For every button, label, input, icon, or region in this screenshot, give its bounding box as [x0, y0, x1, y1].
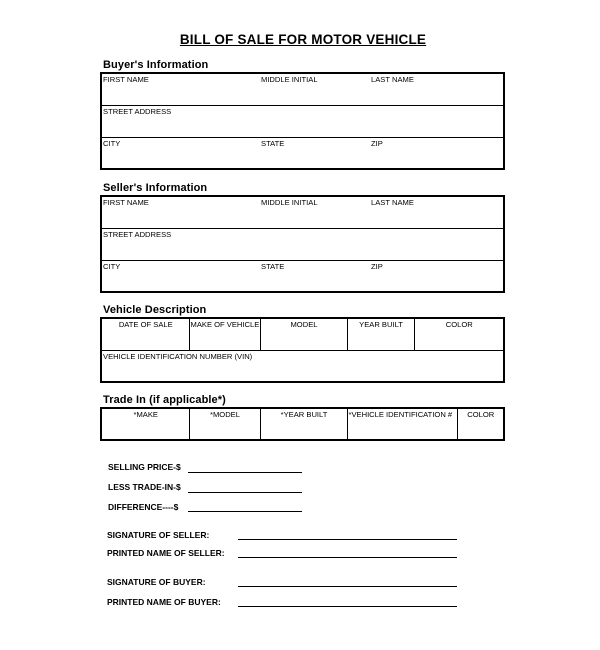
buyer-first-name-field[interactable]: [101, 73, 260, 105]
seller-heading: Seller's Information: [103, 182, 208, 194]
seller-name-row: [101, 196, 504, 228]
seller-signature-label: SIGNATURE OF SELLER:: [107, 530, 210, 540]
seller-middle-initial-field[interactable]: [260, 196, 370, 228]
buyer-middle-initial-label: MIDDLE INITIAL: [261, 75, 318, 84]
seller-address-row: [101, 228, 504, 260]
trade-in-year-built-label: *YEAR BUILT: [280, 410, 328, 419]
buyer-city-field[interactable]: [101, 137, 260, 169]
buyer-signature-label: SIGNATURE OF BUYER:: [107, 577, 206, 587]
vehicle-color-field[interactable]: [414, 318, 504, 350]
vehicle-date-of-sale-label: DATE OF SALE: [118, 320, 173, 329]
selling-price-label: SELLING PRICE-$: [108, 462, 181, 472]
seller-table: [100, 195, 505, 293]
trade-in-row: [101, 408, 504, 440]
buyer-printed-name-line[interactable]: [238, 606, 457, 607]
seller-first-name-field[interactable]: [101, 196, 260, 228]
trade-in-color-field[interactable]: [457, 408, 504, 440]
seller-zip-label: ZIP: [371, 261, 383, 271]
buyer-table: [100, 72, 505, 170]
trade-in-model-label: *MODEL: [210, 410, 240, 419]
buyer-first-name-label: FIRST NAME: [103, 75, 149, 84]
vehicle-model-label: MODEL: [290, 320, 318, 329]
selling-price-line[interactable]: [188, 472, 302, 473]
vehicle-details-row: [101, 318, 504, 350]
vehicle-model-field[interactable]: [260, 318, 347, 350]
buyer-zip-field[interactable]: [370, 137, 504, 169]
buyer-signature-line[interactable]: [238, 586, 457, 587]
vehicle-year-built-field[interactable]: [347, 318, 414, 350]
difference-label: DIFFERENCE----$: [108, 502, 179, 512]
trade-in-make-label: *MAKE: [133, 410, 158, 419]
trade-in-model-field[interactable]: [189, 408, 260, 440]
trade-in-vin-field[interactable]: [347, 408, 457, 440]
seller-zip-field[interactable]: [370, 260, 504, 292]
buyer-middle-initial-field[interactable]: [260, 73, 370, 105]
vehicle-table: [100, 317, 505, 383]
buyer-street-address-field[interactable]: [101, 105, 504, 137]
seller-last-name-field[interactable]: [370, 196, 504, 228]
buyer-address-row: [101, 105, 504, 137]
seller-last-name-label: LAST NAME: [371, 198, 414, 207]
buyer-state-label: STATE: [261, 138, 285, 148]
vehicle-vin-label: VEHICLE IDENTIFICATION NUMBER (VIN): [103, 351, 253, 361]
buyer-city-row: [101, 137, 504, 169]
trade-in-table: [100, 407, 505, 441]
seller-state-field[interactable]: [260, 260, 370, 292]
vehicle-heading: Vehicle Description: [103, 304, 207, 316]
trade-in-heading: Trade In (if applicable*): [103, 394, 226, 406]
vehicle-vin-row: [101, 350, 504, 382]
less-trade-in-line[interactable]: [188, 492, 302, 493]
seller-middle-initial-label: MIDDLE INITIAL: [261, 198, 318, 207]
seller-city-field[interactable]: [101, 260, 260, 292]
less-trade-in-label: LESS TRADE-IN-$: [108, 482, 181, 492]
seller-printed-name-line[interactable]: [238, 557, 457, 558]
vehicle-year-built-label: YEAR BUILT: [359, 320, 403, 329]
seller-first-name-label: FIRST NAME: [103, 198, 149, 207]
buyer-state-field[interactable]: [260, 137, 370, 169]
seller-street-address-field[interactable]: [101, 228, 504, 260]
trade-in-year-built-field[interactable]: [260, 408, 347, 440]
trade-in-make-field[interactable]: [101, 408, 189, 440]
buyer-last-name-field[interactable]: [370, 73, 504, 105]
buyer-zip-label: ZIP: [371, 138, 383, 148]
vehicle-make-label: MAKE OF VEHICLE: [190, 320, 260, 329]
seller-city-label: CITY: [103, 261, 121, 271]
difference-line[interactable]: [188, 511, 302, 512]
document-title: BILL OF SALE FOR MOTOR VEHICLE: [179, 32, 427, 47]
buyer-name-row: [101, 73, 504, 105]
seller-city-row: [101, 260, 504, 292]
vehicle-make-field[interactable]: [189, 318, 260, 350]
seller-state-label: STATE: [261, 261, 285, 271]
vehicle-vin-field[interactable]: [101, 350, 504, 382]
vehicle-date-of-sale-field[interactable]: [101, 318, 189, 350]
seller-street-address-label: STREET ADDRESS: [103, 229, 172, 239]
buyer-printed-name-label: PRINTED NAME OF BUYER:: [107, 597, 221, 607]
trade-in-vin-label: *VEHICLE IDENTIFICATION #: [348, 410, 453, 419]
seller-signature-line[interactable]: [238, 539, 457, 540]
seller-printed-name-label: PRINTED NAME OF SELLER:: [107, 548, 225, 558]
trade-in-color-label: COLOR: [467, 410, 495, 419]
buyer-street-address-label: STREET ADDRESS: [103, 106, 172, 116]
buyer-city-label: CITY: [103, 138, 121, 148]
buyer-heading: Buyer's Information: [103, 59, 209, 71]
buyer-last-name-label: LAST NAME: [371, 75, 414, 84]
vehicle-color-label: COLOR: [445, 320, 473, 329]
